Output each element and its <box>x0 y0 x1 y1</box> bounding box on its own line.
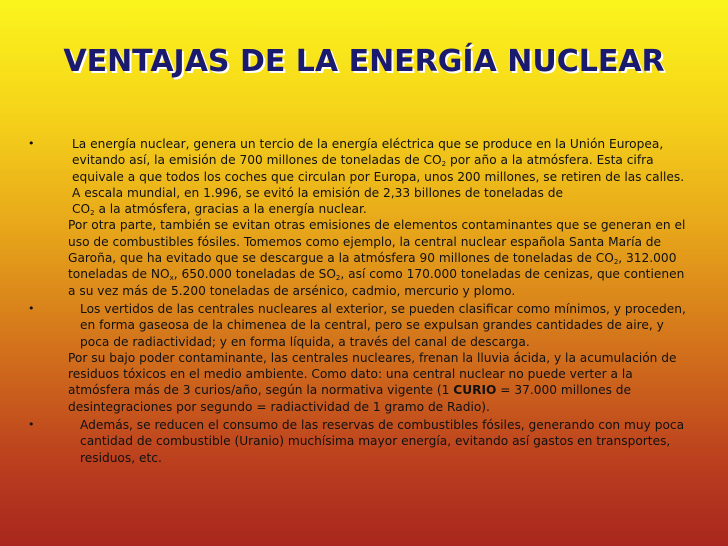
bullet-item-emissions <box>28 136 688 299</box>
subscript: 2 <box>90 209 95 218</box>
text-segment: , 312.000 toneladas de NO <box>68 251 677 282</box>
slide-title: VENTAJAS DE LA ENERGÍA NUCLEAR <box>63 44 665 79</box>
text-segment: Por su bajo poder contaminante, las centrales nucleares, frenan la lluvia ácida, y la acumulación de residuos tóxicos en el medio ambiente. Como dato: una central nuclear no puede verter a la atmósfera más de 3 curios/año, según la normativa vigente (1 <box>68 350 677 398</box>
bullet-marker: • <box>28 137 35 150</box>
text-segment: a la atmósfera, gracias a la energía nuclear. <box>94 202 367 217</box>
bullet-marker: • <box>28 301 35 315</box>
bullet-marker: • <box>28 418 35 432</box>
text-segment: Por otra parte, también se evitan otras emisiones de elementos contaminantes que se generan en el uso de combustibles fósiles. Tomemos como ejemplo, la central nuclear española Santa María de Garoña, que ha evitado que se descargue a la atmósfera 90 millones de toneladas de CO <box>68 218 686 266</box>
text-segment: por año a la atmósfera. Esta cifra equivale a que todos los coches que circulan por Europa, unos 200 millones, se retiren de las calles. A escala mundial, en 1.996, se evitó la emisión de 2,33 billones de toneladas de <box>72 153 685 200</box>
paragraph-garona <box>68 217 688 298</box>
text-segment: , así como 170.000 toneladas de cenizas, que contienen a su vez más de 5.200 toneladas de arsénico, cadmio, mercurio y plomo. <box>68 267 685 298</box>
subscript: x <box>169 274 174 283</box>
paragraph-fuel: Además, se reducen el consumo de las reservas de combustibles fósiles, generando con muy poca cantidad de combustible (Uranio) muchísima mayor energía, evitando así gastos en transportes, residuos, etc. <box>80 418 685 465</box>
slide-body <box>28 136 688 468</box>
text-segment: , 650.000 toneladas de SO <box>173 267 336 282</box>
subscript: 2 <box>613 258 619 267</box>
paragraph-eu-share <box>68 136 688 217</box>
bullet-item-discharges <box>28 301 688 415</box>
paragraph-acid-rain <box>68 350 688 415</box>
subscript: 2 <box>335 274 341 283</box>
curio-term: CURIO <box>453 383 497 398</box>
text-segment: = 37.000 millones de desintegraciones por segundo = radiactividad de 1 gramo de Radio). <box>68 383 632 414</box>
paragraph-discharges: Los vertidos de las centrales nucleares al exterior, se pueden clasificar como mínimos, y proceden, en forma gaseosa de la chimenea de la central, pero se expulsan grandes cantidades de aire, y poca de radiactividad; y en forma líquida, a través del canal de descarga. <box>80 301 686 349</box>
text-segment: CO <box>72 202 91 217</box>
bullet-item-fuel <box>28 417 688 466</box>
subscript: 2 <box>441 160 447 169</box>
text-segment: La energía nuclear, genera un tercio de la energía eléctrica que se produce en la Unión Europea, evitando así, la emisión de 700 millones de toneladas de CO <box>72 137 664 168</box>
